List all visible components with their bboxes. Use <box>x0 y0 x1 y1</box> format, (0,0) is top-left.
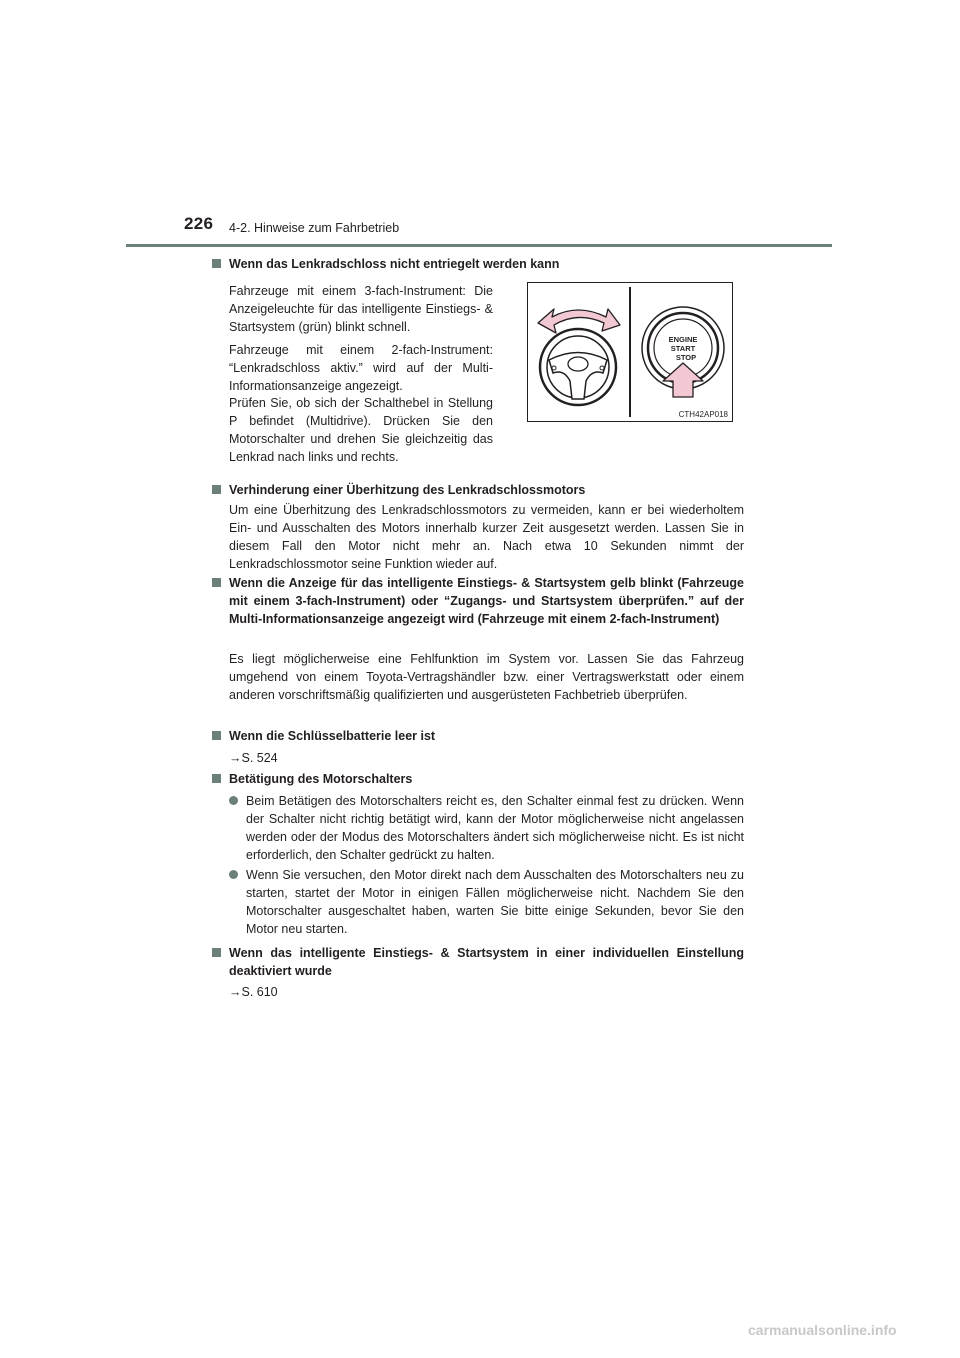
heading-text: Verhinderung einer Überhitzung des Lenkradschlossmotors <box>229 483 586 497</box>
heading-steering-lock <box>212 255 752 273</box>
paragraph: Fahrzeuge mit einem 3-fach-Instrument: Die Anzeigeleuchte für das intelligente Einstiegs- & Startsystem (grün) blinkt schnell. <box>229 284 493 334</box>
circle-bullet-icon <box>229 796 238 805</box>
steering-wheel-icon <box>540 329 616 405</box>
section-title: 4-2. Hinweise zum Fahrbetrieb <box>229 221 400 235</box>
illustration-code: CTH42AP018 <box>678 410 728 419</box>
heading-text: Wenn die Anzeige für das intelligente Einstiegs- & Startsystem gelb blinkt (Fahrzeuge mit einem 3-fach-Instrument) oder “Zugangs- und Startsystem überprüfen.” auf der Multi-Informationsanzeige angezeigt wird (Fahrzeuge mit einem 2-fach-Instrument) <box>229 576 744 626</box>
illustration-drawing <box>528 283 732 421</box>
steering-wheel-illustration <box>527 282 733 422</box>
square-bullet-icon <box>212 731 221 740</box>
page-reference-link[interactable]: →S. 524 <box>229 751 278 765</box>
header-rule <box>126 244 832 247</box>
paragraph: Es liegt möglicherweise eine Fehlfunktion im System vor. Lassen Sie das Fahrzeug umgehend von einem Toyota-Vertragshändler bzw. einer Vertragswerkstatt oder einem anderen vorschriftsmäßig qualifizierten und ausgerüsteten Fachbetrieb überprüfen. <box>229 652 744 702</box>
square-bullet-icon <box>212 948 221 957</box>
heading-text: Wenn das intelligente Einstiegs- & Startsystem in einer individuellen Einstellung deaktiviert wurde <box>229 946 744 978</box>
bullet-text: Beim Betätigen des Motorschalters reicht es, den Schalter einmal fest zu drücken. Wenn der Schalter nicht richtig betätigt wird, kann der Motor möglicherweise nicht angelassen werden oder der Modus des Motorschalters ändert sich möglicherweise nicht. Es ist nicht erforderlich, den Schalter gedrückt zu halten. <box>246 794 744 862</box>
bullet-item <box>229 792 744 864</box>
paragraph: Um eine Überhitzung des Lenkradschlossmotors zu vermeiden, kann er bei wiederholtem Ein- und Ausschalten des Motors innerhalb kurzer Zeit ausgesetzt werden. Lassen Sie in diesem Fall den Motor nicht mehr an. Nach etwa 10 Sekunden nimmt der Lenkradschlossmotor seine Funktion wieder auf. <box>229 503 744 571</box>
heading-indicator-yellow <box>212 574 744 628</box>
heading-text: Wenn die Schlüsselbatterie leer ist <box>229 729 436 743</box>
bullet-text: Wenn Sie versuchen, den Motor direkt nach dem Ausschalten des Motorschalters neu zu starten, startet der Motor in einigen Fällen möglicherweise nicht. Nachdem Sie den Motorschalter ausgeschaltet haben, warten Sie bitte einige Sekunden, bevor Sie den Motor neu starten. <box>246 868 744 936</box>
square-bullet-icon <box>212 578 221 587</box>
page-reference-link[interactable]: →S. 610 <box>229 985 278 999</box>
heading-text: Wenn das Lenkradschloss nicht entriegelt werden kann <box>229 257 560 271</box>
square-bullet-icon <box>212 259 221 268</box>
button-label-engine: ENGINE <box>668 335 698 344</box>
heading-engine-switch <box>212 770 744 788</box>
paragraph: Fahrzeuge mit einem 2-fach-Instrument: “Lenkradschloss aktiv.” wird auf der Multi-Informationsanzeige angezeigt. <box>229 343 493 393</box>
heading-key-battery <box>212 727 744 745</box>
button-label-start: START <box>670 344 696 353</box>
heading-deactivated <box>212 944 744 980</box>
square-bullet-icon <box>212 774 221 783</box>
circle-bullet-icon <box>229 870 238 879</box>
watermark: carmanualsonline.info <box>748 1322 897 1338</box>
paragraph: Prüfen Sie, ob sich der Schalthebel in Stellung P befindet (Multidrive). Drücken Sie den Motorschalter und drehen Sie gleichzeitig das Lenkrad nach links und rechts. <box>229 396 493 464</box>
square-bullet-icon <box>212 485 221 494</box>
bullet-item <box>229 866 744 938</box>
page-number: 226 <box>184 214 214 233</box>
button-label-stop: STOP <box>675 353 697 362</box>
heading-text: Betätigung des Motorschalters <box>229 772 413 786</box>
heading-overheat <box>212 481 752 499</box>
